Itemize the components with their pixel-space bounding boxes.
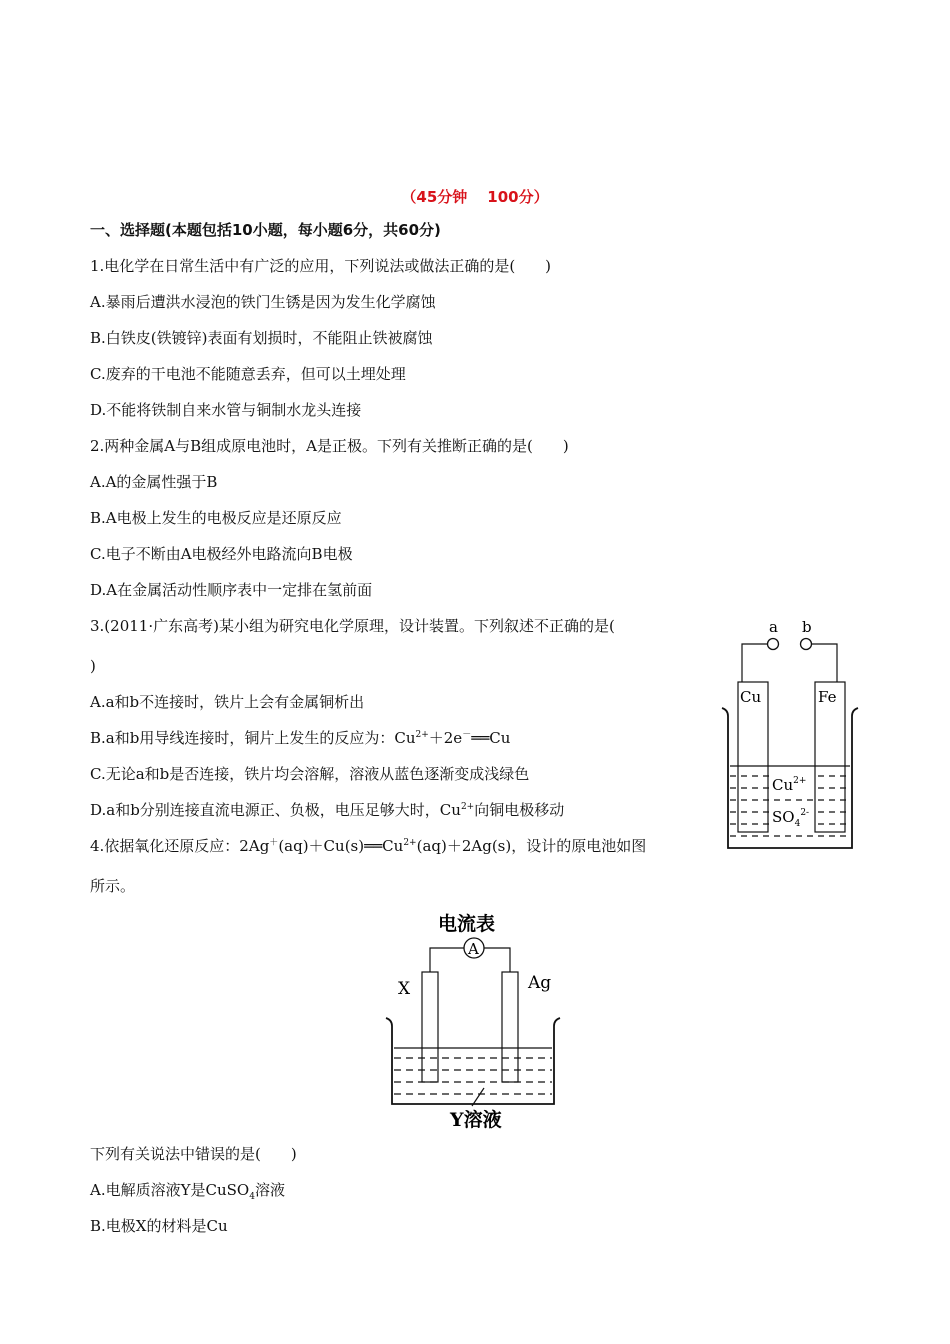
q1-option-a: A.暴雨后遭洪水浸泡的铁门生锈是因为发生化学腐蚀 [90, 293, 436, 311]
cu-electrode-label: Cu [740, 688, 762, 706]
q4-option-b: B.电极X的材料是Cu [90, 1217, 228, 1235]
q2-option-b: B.A电极上发生的电极反应是还原反应 [90, 509, 342, 527]
terminal-b-label: b [802, 618, 812, 636]
q3-apparatus-figure [720, 612, 860, 852]
sulfate-ion-label: $SO_4^{2-}$ [772, 808, 810, 829]
fe-electrode-label: Fe [818, 688, 837, 706]
q3-option-c: C.无论a和b是否连接，铁片均会溶解，溶液从蓝色逐渐变成浅绿色 [90, 765, 530, 783]
electrode-x-label: X [398, 979, 411, 999]
q1-stem: 1.电化学在日常生活中有广泛的应用，下列说法或做法正确的是( ) [90, 257, 552, 275]
q2-option-d: D.A在金属活动性顺序表中一定排在氢前面 [90, 581, 373, 599]
electrode-ag-label: Ag [528, 973, 552, 993]
q2-option-a: A.A的金属性强于B [90, 473, 218, 491]
q1-option-d: D.不能将铁制自来水管与铜制水龙头连接 [90, 401, 362, 419]
q2-option-c: C.电子不断由A电极经外电路流向B电极 [90, 545, 353, 563]
q4-stem-cont: 所示。 [90, 877, 136, 895]
time-limit: （45分钟 [401, 188, 468, 206]
ammeter-symbol: A [468, 940, 479, 958]
q4-stem: 4.依据氧化还原反应：$2Ag^+(aq)+Cu(s)══Cu^{2+}(aq)+2Ag(s)$，设计的原电池如图 [90, 837, 647, 855]
q4-galvanic-cell-figure [380, 906, 570, 1136]
terminal-a-label: a [769, 618, 778, 636]
q3-option-a: A.a和b不连接时，铁片上会有金属铜析出 [90, 693, 365, 711]
cu-ion-label: $Cu^{2+}$ [772, 776, 807, 794]
q1-option-c: C.废弃的干电池不能随意丢弃，但可以土埋处理 [90, 365, 406, 383]
total-score: 100分） [487, 188, 549, 206]
q2-stem: 2.两种金属A与B组成原电池时，A是正极。下列有关推断正确的是( ) [90, 437, 569, 455]
q4-question: 下列有关说法中错误的是( ) [90, 1145, 297, 1163]
q3-option-d: D.a和b分别连接直流电源正、负极，电压足够大时，$Cu^{2+}$向铜电极移动 [90, 801, 565, 819]
time-score-header [0, 186, 950, 207]
q3-option-b: B.a和b用导线连接时，铜片上发生的反应为：$Cu^{2+}+2e^-══Cu$ [90, 729, 511, 747]
ammeter-label: 电流表 [438, 913, 496, 935]
q3-stem-end: ) [90, 657, 96, 675]
y-solution-label: Y溶液 [450, 1109, 502, 1131]
q1-option-b: B.白铁皮(铁镀锌)表面有划损时，不能阻止铁被腐蚀 [90, 329, 433, 347]
section-title: 一、选择题(本题包括10小题，每小题6分，共60分) [90, 221, 441, 239]
q3-stem: 3.(2011·广东高考)某小组为研究电化学原理，设计装置。下列叙述不正确的是( [90, 617, 615, 635]
q4-option-a: A.电解质溶液Y是CuSO$_4$溶液 [90, 1181, 285, 1202]
